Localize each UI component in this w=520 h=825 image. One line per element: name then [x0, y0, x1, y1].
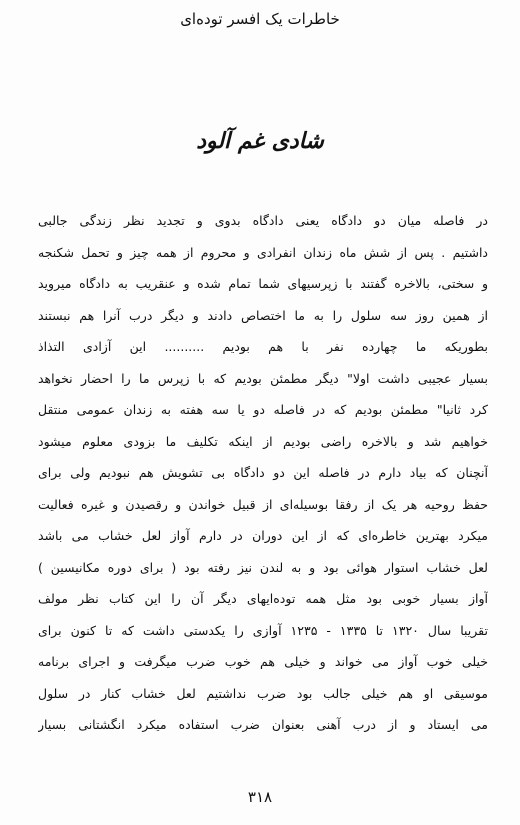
text-line: در فاصله میان دو دادگاه یعنی دادگاه بدوی و تجدید نظر زندگی جالبی [38, 213, 488, 228]
text-line: میکرد بهترین خاطره‌ای که از این دوران در دارم آواز لعل خشاب می باشد [38, 528, 488, 543]
text-line: موسیقی او هم خیلی جالب بود ضرب نداشتیم لعل خشاب کنار در سلول [38, 685, 488, 701]
text-line: آواز بسیار خوبی بود مثل همه توده‌ایهای دیگر آن را این کتاب نظر مولف [38, 591, 488, 606]
text-line: حفظ روحیه هر یک از رفقا بوسیله‌ای از قبیل خواندن و رقصیدن و غیره فعالیت [38, 496, 488, 512]
text-line: داشتیم . پس از شش ماه زندان انفرادی و محروم از همه چیز و تحمل شکنجه [38, 244, 488, 260]
text-line: لعل خشاب استوار هوائی بود و به لندن نیز رفته بود ( برای دوره مکانیسین ) [38, 559, 488, 575]
text-line: خیلی خوب آواز می خواند و خیلی هم خوب ضرب میگرفت و اجرای برنامه [38, 654, 488, 669]
text-line: بسیار عجیبی داشت اولا" دیگر مطمئن بودیم که با زپرس ما را احضار نخواهد [38, 370, 488, 386]
body-text [38, 205, 488, 741]
chapter-title: شادی غم آلود [196, 128, 324, 154]
text-line: می ایستاد و از درب آهنی بعنوان ضرب استفاده میکرد انگشتانی بسیار [38, 717, 488, 732]
text-line: و سختی، بالاخره گفتند با زپرسیهای شما تمام شده و عنقریب به دادگاه میروید [38, 276, 488, 291]
text-line: از همین روز سه سلول را به ما اختصاص دادند و دیگر درب آنرا هم نبستند [38, 307, 488, 323]
text-line: آنچنان که بیاد دارم در فاصله این دو دادگاه بی تشویش هم نبودیم ولی برای [38, 465, 488, 480]
text-line: خواهیم شد و بالاخره راضی بودیم از اینکه تکلیف ما بزودی معلوم میشود [38, 433, 488, 449]
text-line: تقریبا سال ۱۳۲۰ تا ۱۳۳۵ - ۱۲۳۵ آوازی را یکدستی داشت که تا کنون برای [38, 622, 488, 638]
running-header: خاطرات یک افسر توده‌ای [180, 10, 340, 28]
text-line: بطوریکه ما چهارده نفر با هم بودیم .......... این آزادی التذاذ [38, 339, 488, 354]
text-line: کرد ثانیا" مطمئن بودیم که در فاصله دو یا سه هفته به زندان عمومی منتقل [38, 402, 488, 417]
page-number: ۳۱۸ [247, 788, 273, 806]
